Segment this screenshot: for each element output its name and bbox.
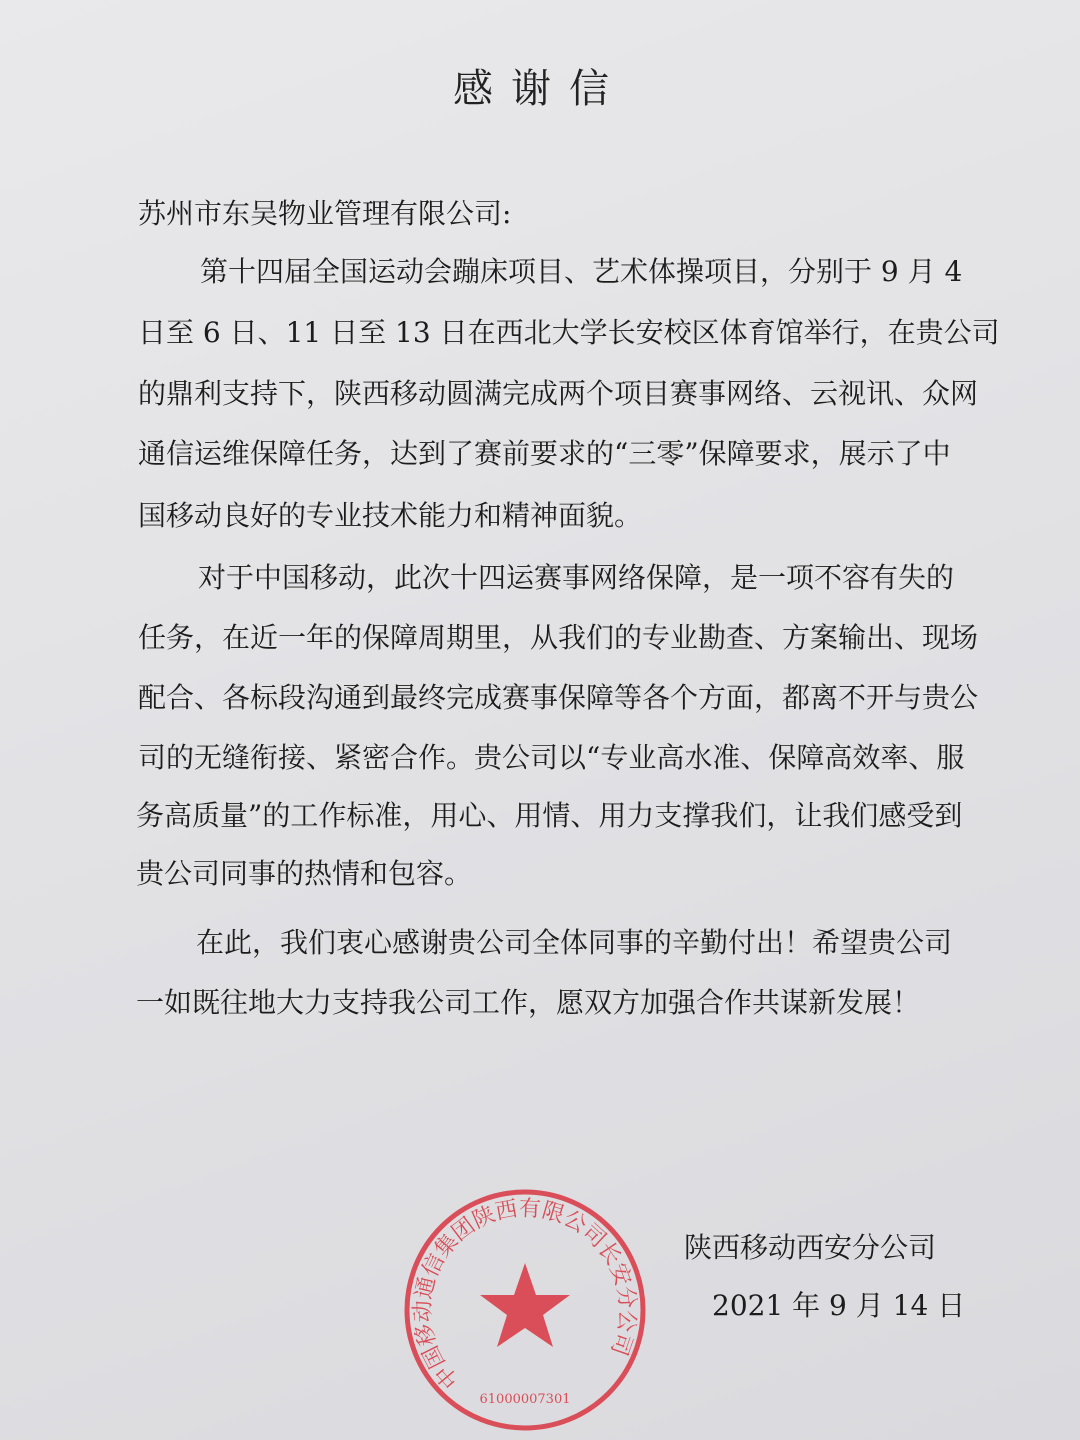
text-line: 一如既往地大力支持我公司工作，愿双方加强合作共谋新发展！ bbox=[136, 986, 921, 1019]
text-line: 对于中国移动，此次十四运赛事网络保障，是一项不容有失的 bbox=[198, 561, 955, 594]
text-line: 第十四届全国运动会蹦床项目、艺术体操项目，分别于 9 月 4 bbox=[200, 255, 963, 288]
seal-number: 61000007301 bbox=[479, 1392, 571, 1407]
text-line: 贵公司同事的热情和包容。 bbox=[136, 857, 473, 890]
seal-text: 中国移动通信集团陕西有限公司长安分公司 bbox=[410, 1196, 640, 1393]
date: 2021 年 9 月 14 日 bbox=[712, 1289, 966, 1322]
text-line: 通信运维保障任务，达到了赛前要求的“三零”保障要求，展示了中 bbox=[138, 437, 951, 470]
star-icon bbox=[480, 1263, 570, 1347]
text-line: 在此，我们衷心感谢贵公司全体同事的辛勤付出！希望贵公司 bbox=[196, 926, 953, 959]
addressee: 苏州市东吴物业管理有限公司: bbox=[138, 197, 512, 230]
letter-title: 感谢信 bbox=[453, 66, 627, 112]
text-line: 司的无缝衔接、紧密合作。贵公司以“专业高水准、保障高效率、服 bbox=[138, 741, 965, 774]
signature: 陕西移动西安分公司 bbox=[684, 1231, 937, 1264]
text-line: 务高质量”的工作标准，用心、用情、用力支撑我们，让我们感受到 bbox=[136, 799, 963, 832]
text-line: 任务，在近一年的保障周期里，从我们的专业勘查、方案输出、现场 bbox=[138, 621, 979, 654]
text-line: 日至 6 日、11 日至 13 日在西北大学长安校区体育馆举行，在贵公司 bbox=[138, 316, 1000, 349]
text-line: 国移动良好的专业技术能力和精神面貌。 bbox=[138, 499, 643, 532]
text-line: 的鼎利支持下，陕西移动圆满完成两个项目赛事网络、云视讯、众网 bbox=[138, 377, 979, 410]
text-line: 配合、各标段沟通到最终完成赛事保障等各个方面，都离不开与贵公 bbox=[138, 681, 979, 714]
company-seal bbox=[400, 1185, 650, 1435]
